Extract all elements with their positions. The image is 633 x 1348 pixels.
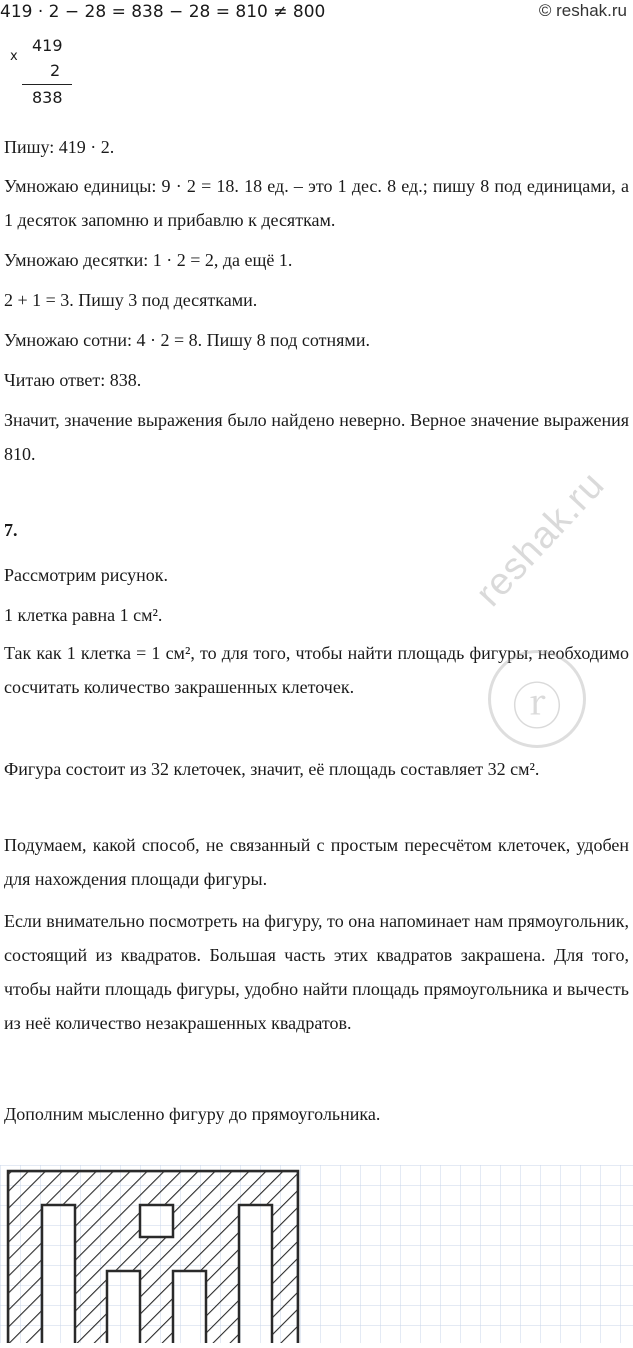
reshak-watermark-text: reshak.ru	[468, 463, 613, 615]
paragraph-since: Так как 1 клетка = 1 см², то для того, чтобы найти площадь фигуры, необходимо сосчитать количество закрашенных клеточек.	[4, 643, 629, 697]
reshak-watermark-logo: ⓡ	[488, 650, 586, 748]
paragraph-think: Подумаем, какой способ, не связанный с простым пересчётом клеточек, удобен для нахождения площади фигуры.	[4, 835, 629, 889]
paragraph-hundreds: Умножаю сотни: 4 · 2 = 8. Пишу 8 под сотнями.	[4, 330, 370, 350]
multiplier: 2	[50, 61, 61, 80]
paragraph-look: Рассмотрим рисунок.	[4, 565, 169, 585]
multiplication-result: 838	[32, 88, 63, 107]
paragraph-cell: 1 клетка равна 1 см².	[4, 605, 163, 625]
result-line	[22, 84, 72, 85]
paragraph-rectangle: Если внимательно посмотреть на фигуру, то она напоминает нам прямоугольник, состоящий из квадратов. Большая часть этих квадратов закрашена. Для того, чтобы найти площадь фигуры, удобно найти площадь прямоугольника и вычесть из неё количество незакрашенных квадратов.	[4, 911, 629, 1033]
hatched-figure	[0, 1165, 633, 1343]
paragraph-answer: Читаю ответ: 838.	[4, 370, 142, 390]
paragraph-complete: Дополним мысленно фигуру до прямоугольника.	[4, 1104, 381, 1124]
expression-line: 419 · 2 − 28 = 838 − 28 = 810 ≠ 800	[0, 2, 326, 22]
site-watermark: © reshak.ru	[538, 1, 627, 20]
multiply-sign: x	[10, 49, 18, 64]
figure-drawing	[0, 1165, 633, 1343]
paragraph-sum: 2 + 1 = 3. Пишу 3 под десятками.	[4, 290, 258, 310]
paragraph-write: Пишу: 419 · 2.	[4, 137, 115, 157]
task-number: 7.	[4, 520, 18, 540]
multiplicand: 419	[32, 36, 63, 55]
column-multiplication	[0, 34, 90, 112]
paragraph-consists: Фигура состоит из 32 клеточек, значит, её площадь составляет 32 см².	[4, 759, 540, 779]
paragraph-tens: Умножаю десятки: 1 · 2 = 2, да ещё 1.	[4, 250, 293, 270]
paragraph-units: Умножаю единицы: 9 · 2 = 18. 18 ед. – это 1 дес. 8 ед.; пишу 8 под единицами, а 1 десяток запомню и прибавлю к десяткам.	[4, 176, 629, 230]
paragraph-conclusion: Значит, значение выражения было найдено неверно. Верное значение выражения 810.	[4, 410, 629, 464]
